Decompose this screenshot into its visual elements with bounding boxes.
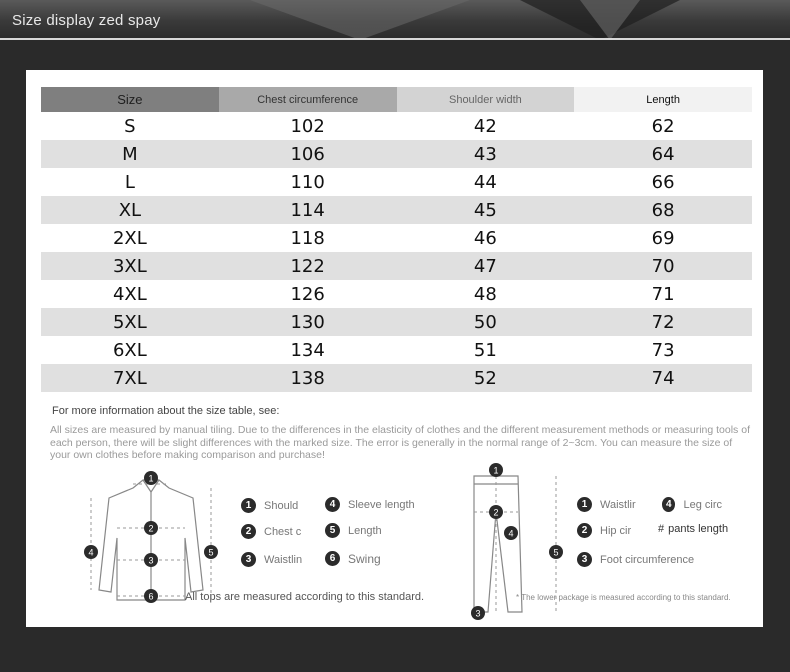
legend-label: Swing [348,551,381,566]
cell-size: 3XL [112,255,147,277]
svg-text:1: 1 [148,473,154,484]
table-row [41,224,752,252]
cell-size: 5XL [112,311,147,333]
cell-length: 72 [651,311,675,333]
legend-label: Sleeve length [348,498,415,511]
svg-text:2: 2 [493,507,499,518]
table-header [41,87,752,112]
legend-label: Chest c [264,525,302,538]
cell-length: 74 [651,367,675,389]
shirt-diagram [81,470,221,608]
legend-number: 4 [325,497,340,512]
cell-shoulder: 45 [473,199,497,221]
size-table [41,87,752,392]
cell-size: 2XL [112,227,147,249]
table-row [41,364,752,392]
pants-legend-item [658,523,728,535]
svg-text:2: 2 [148,523,154,534]
cell-shoulder: 43 [473,143,497,165]
header-length: Length [574,87,752,112]
cell-size: XL [118,199,142,221]
cell-size: L [124,171,135,193]
banner-title: Size display zed spay [12,12,161,29]
cell-size: 4XL [112,283,147,305]
tops-legend-item [325,497,415,512]
diagram-marker [549,545,563,559]
table-row [41,280,752,308]
svg-text:4: 4 [508,528,514,539]
svg-text:3: 3 [475,608,481,619]
cell-size: 7XL [112,367,147,389]
legend-label: Should [264,499,299,512]
legend-label: Hip cir [600,524,632,537]
diagram-marker [489,463,503,477]
cell-chest: 138 [290,367,325,389]
table-row [41,336,752,364]
cell-length: 70 [651,255,675,277]
header-size: Size [41,87,219,112]
cell-size: S [124,115,136,137]
cell-length: 73 [651,339,675,361]
diagram-marker [84,545,98,559]
cell-chest: 118 [290,227,325,249]
cell-chest: 126 [290,283,325,305]
cell-length: 71 [651,283,675,305]
info-title: For more information about the size table, see: [52,405,280,417]
legend-number: 4 [662,497,675,512]
legend-label: Waistlin [264,553,303,566]
cell-chest: 110 [290,171,325,193]
size-chart-card [26,70,763,627]
cell-chest: 106 [290,143,325,165]
cell-length: 68 [651,199,675,221]
svg-text:6: 6 [148,591,154,602]
table-row [41,308,752,336]
info-body: All sizes are measured by manual tiling. Due to the differences in the elasticity of clothes and the different measurement methods or measuring tools of each person, there will be slight differences with the marked size. The error is generally in the normal range of 2~3cm. You can measure the size of your own clothes before making comparison and purchase! [50,424,750,461]
pants-legend-item [577,552,694,567]
cell-length: 69 [651,227,675,249]
cell-shoulder: 50 [473,311,497,333]
cell-shoulder: 51 [473,339,497,361]
tops-legend-item [325,551,381,566]
tops-legend-item [241,524,303,539]
diagram-marker [504,526,518,540]
table-row [41,168,752,196]
cell-chest: 134 [290,339,325,361]
svg-text:5: 5 [208,547,214,558]
tops-legend-item [325,523,382,538]
header-chest: Chest circumference [219,87,397,112]
legend-number: 2 [241,524,256,539]
cell-length: 62 [651,115,675,137]
svg-text:3: 3 [148,555,154,566]
pants-legend-item [577,523,639,538]
cell-shoulder: 42 [473,115,497,137]
diagram-marker [489,505,503,519]
cell-size: 6XL [112,339,147,361]
cell-shoulder: 44 [473,171,497,193]
tops-legend-item [241,498,303,513]
legend-number: 1 [241,498,256,513]
legend-number: 3 [577,552,592,567]
cell-chest: 130 [290,311,325,333]
legend-number: 5 [325,523,340,538]
cell-chest: 114 [290,199,325,221]
legend-label: Foot circumference [600,553,695,566]
tops-legend-item [241,552,303,567]
svg-text:1: 1 [493,465,499,476]
svg-text:5: 5 [553,547,559,558]
cell-shoulder: 47 [473,255,497,277]
cell-shoulder: 52 [473,367,497,389]
header-shoulder: Shoulder width [397,87,575,112]
pants-note: * The lower package is measured according to this standard. [516,593,731,602]
table-row [41,112,752,140]
legend-label: Leg circ [683,498,722,511]
cell-shoulder: 46 [473,227,497,249]
legend-number: # [658,523,665,535]
cell-chest: 122 [290,255,325,277]
diagram-marker [144,521,158,535]
legend-label: Length [348,524,382,537]
cell-shoulder: 48 [473,283,497,305]
diagram-marker [144,589,158,603]
cell-length: 66 [651,171,675,193]
table-row [41,140,752,168]
table-row [41,252,752,280]
pants-legend-item [577,497,639,512]
legend-number: 3 [241,552,256,567]
cell-chest: 102 [290,115,325,137]
legend-number: 1 [577,497,592,512]
pants-legend-item [662,497,722,512]
diagram-marker [204,545,218,559]
banner-decoration [250,0,470,40]
legend-number: 2 [577,523,592,538]
tops-note: All tops are measured according to this standard. [185,591,425,603]
diagram-marker [144,553,158,567]
header-banner [0,0,790,40]
banner-decoration [580,0,640,40]
diagram-marker [471,606,485,620]
table-row [41,196,752,224]
cell-length: 64 [651,143,675,165]
cell-size: M [122,143,138,165]
legend-number: 6 [325,551,340,566]
legend-label: pants length [668,523,729,535]
svg-text:4: 4 [88,547,94,558]
diagram-marker [144,471,158,485]
legend-label: Waistlir [600,498,636,511]
